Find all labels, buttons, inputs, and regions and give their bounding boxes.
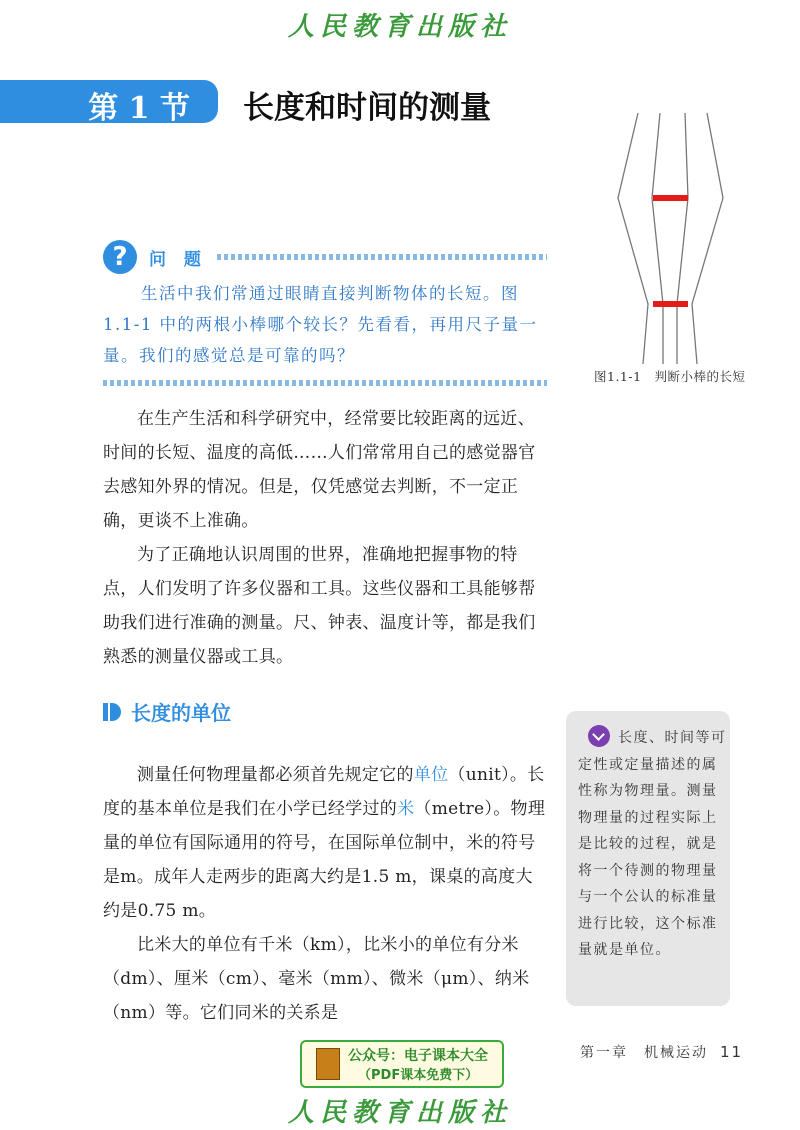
intro-text: [103, 402, 549, 674]
chapter-label: 第一章 机械运动: [580, 1045, 708, 1061]
paragraph: [103, 758, 549, 928]
figure-line: [618, 113, 648, 364]
figure-line: [652, 113, 663, 364]
watermark-badge: [300, 1040, 504, 1088]
question-mark-icon: ?: [103, 240, 137, 274]
section-title: 长度和时间的测量: [243, 90, 491, 126]
units-text: [103, 758, 549, 1030]
watermark-line1: 公众号：电子课本大全: [348, 1048, 488, 1064]
paragraph: 为了正确地认识周围的世界，准确地把握事物的特点，人们发明了许多仪器和工具。这些仪器和工具能够帮助我们进行准确的测量。尺、钟表、温度计等，都是我们熟悉的测量仪器或工具。: [103, 545, 536, 667]
section-tab: [0, 80, 218, 126]
question-text: 生活中我们常通过眼睛直接判断物体的长短。图 1.1-1 中的两根小棒哪个较长？先看看，再用尺子量一量。我们的感觉总是可靠的吗？: [103, 284, 538, 365]
page-footer: [580, 1042, 743, 1062]
section-number: 第 1 节: [88, 91, 190, 126]
tip-icon: [588, 725, 610, 747]
sidebar-note: [566, 711, 730, 1006]
figure-line: [677, 113, 688, 364]
question-box: [103, 236, 547, 371]
text-run: （metre）。物理量的单位有国际通用的符号，在国际单位制中，米的符号是m。成年人走两步的距离大约是1.5 m，课桌的高度大约是0.75 m。: [103, 799, 546, 921]
paragraph: 在生产生活和科学研究中，经常要比较距离的远近、时间的长短、温度的高低……人们常常用自己的感觉器官去感知外界的情况。但是，仅凭感觉去判断，不一定正确，更谈不上准确。: [103, 409, 536, 531]
dashed-divider-bottom: [103, 380, 547, 386]
publisher-logo-bottom: 人民教育出版社: [287, 1098, 512, 1128]
sidebar-text: 长度、时间等可定性或定量描述的属性称为物理量。测量物理量的过程实际上是比较的过程，就是将一个待测的物理量与一个公认的标准量进行比较，这个标准量就是单位。: [578, 730, 727, 958]
question-label: 问 题: [149, 249, 207, 270]
sidebar-body: [578, 725, 728, 964]
subsection-title: 长度的单位: [131, 701, 231, 725]
figure-line: [692, 113, 723, 364]
watermark-line2: （PDF课本免费下）: [358, 1068, 479, 1083]
figure-sticks-illusion: [610, 108, 730, 370]
publisher-logo-top: 人民教育出版社: [287, 12, 512, 42]
paragraph: 比米大的单位有千米（km），比米小的单位有分米（dm）、厘米（cm）、毫米（mm）、微米（μm）、纳米（nm）等。它们同米的关系是: [103, 935, 530, 1023]
text-run: （unit）。长度的基本单位是我们在小学已经学过的: [103, 765, 545, 819]
term-unit: 单位: [413, 765, 449, 785]
text-run: 测量任何物理量都必须首先规定它的: [137, 765, 414, 785]
term-metre: 米: [397, 799, 415, 819]
subsection-heading: [103, 697, 231, 726]
book-icon: [316, 1048, 340, 1080]
dashed-divider: [217, 254, 547, 260]
page-number: 11: [720, 1043, 744, 1061]
section-marker-icon: [103, 703, 121, 721]
figure-caption: 图1.1-1 判断小棒的长短: [594, 369, 746, 384]
